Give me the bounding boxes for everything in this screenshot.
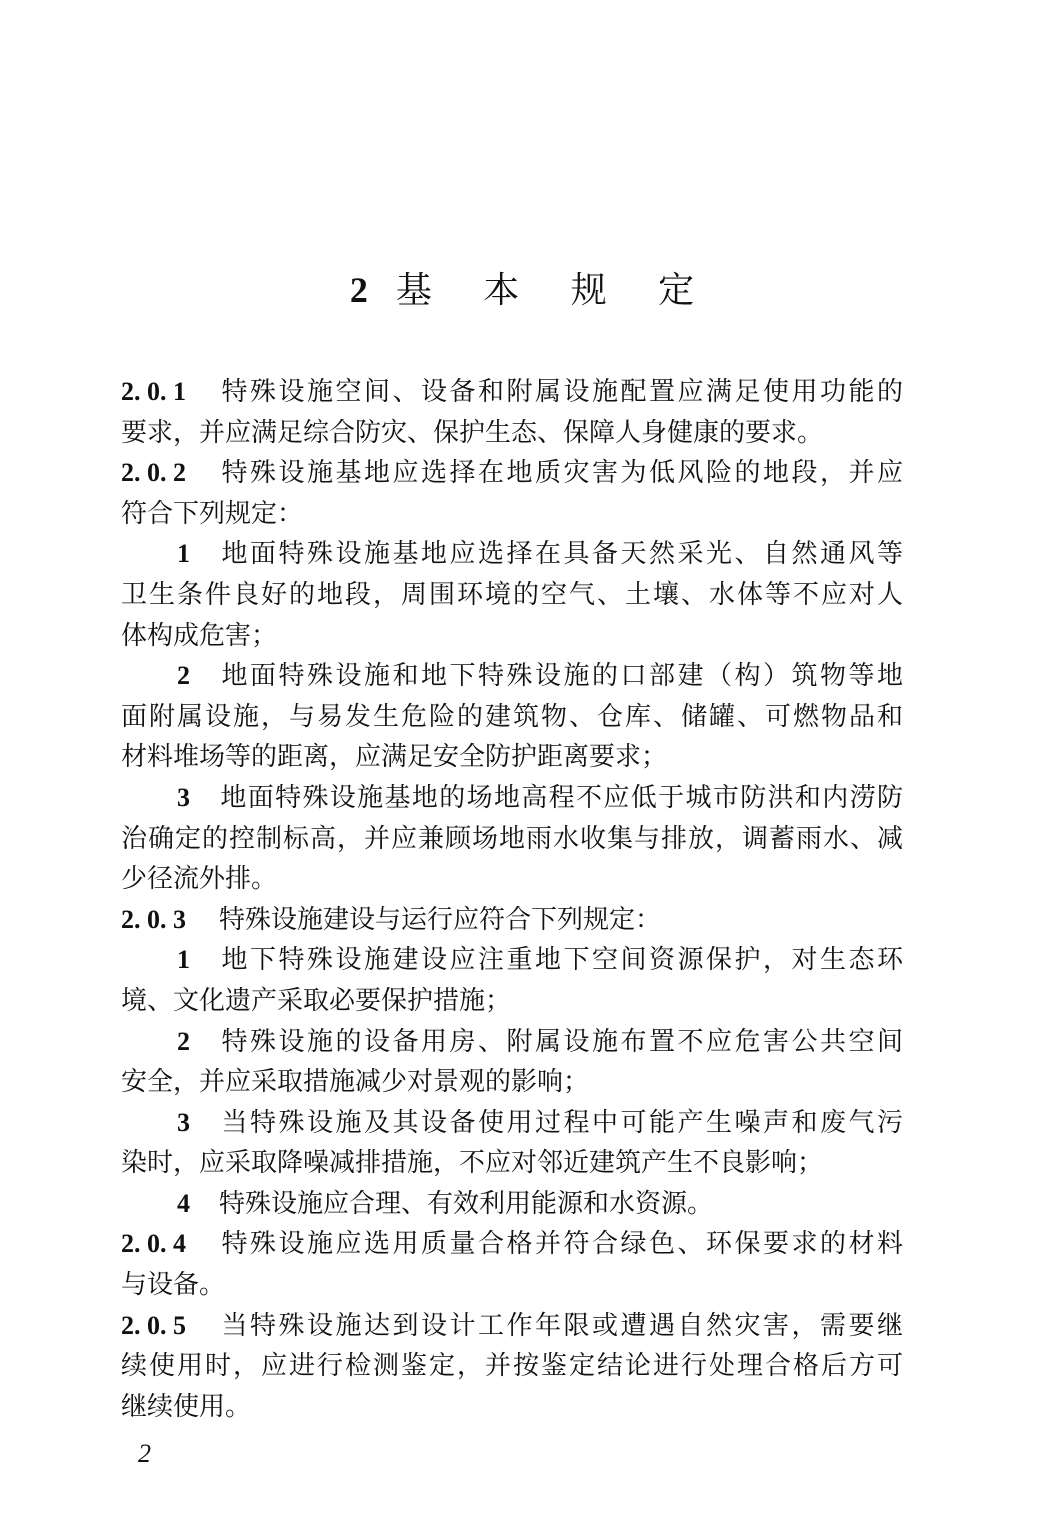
item-line <box>121 1184 903 1225</box>
clause-line: 续使用时，应进行检测鉴定，并按鉴定结论进行处理合格后方可 <box>121 1351 903 1382</box>
clause-line <box>121 453 903 494</box>
chapter-title-text: 基 本 规 定 <box>395 270 715 311</box>
item-line <box>121 940 903 981</box>
clause-line: 与设备。 <box>121 1270 226 1301</box>
item-text: 特殊设施的设备用房、附属设施布置不应危害公共空间 <box>219 1026 903 1057</box>
item-text: 地面特殊设施基地应选择在具备天然采光、自然通风等 <box>219 539 903 570</box>
item-number: 1 <box>177 539 190 569</box>
item-line: 境、文化遗产采取必要保护措施； <box>121 985 512 1016</box>
clause-number: 2. 0. 5 <box>121 1310 186 1340</box>
item-line: 面附属设施，与易发生危险的建筑物、仓库、储罐、可燃物品和 <box>121 701 903 732</box>
item-line <box>121 1022 903 1063</box>
clause-number: 2. 0. 4 <box>121 1229 186 1259</box>
item-number: 3 <box>177 782 190 812</box>
item-number: 4 <box>177 1188 190 1218</box>
clause-line <box>121 372 903 413</box>
clause-number: 2. 0. 2 <box>121 458 186 488</box>
clause-text: 特殊设施应选用质量合格并符合绿色、环保要求的材料 <box>219 1229 903 1260</box>
item-line: 材料堆场等的距离，应满足安全防护距离要求； <box>121 742 668 773</box>
clause-text: 特殊设施基地应选择在地质灾害为低风险的地段，并应 <box>219 458 903 489</box>
item-line <box>121 534 903 575</box>
clause-text: 当特殊设施达到设计工作年限或遭遇自然灾害，需要继 <box>219 1310 903 1341</box>
clause-line <box>121 1306 903 1347</box>
item-text: 特殊设施应合理、有效利用能源和水资源。 <box>219 1188 714 1219</box>
item-line: 安全，并应采取措施减少对景观的影响； <box>121 1067 590 1098</box>
item-line: 染时，应采取降噪减排措施，不应对邻近建筑产生不良影响； <box>121 1148 824 1179</box>
clause-number: 2. 0. 3 <box>121 904 186 934</box>
clause-line: 要求，并应满足综合防灾、保护生态、保障人身健康的要求。 <box>121 417 824 448</box>
item-text: 地下特殊设施建设应注重地下空间资源保护，对生态环 <box>219 945 903 976</box>
clause-line: 继续使用。 <box>121 1391 252 1422</box>
item-line: 卫生条件良好的地段，周围环境的空气、土壤、水体等不应对人 <box>121 579 903 610</box>
item-line <box>121 656 903 697</box>
item-text: 地面特殊设施和地下特殊设施的口部建（构）筑物等地 <box>219 661 903 692</box>
item-number: 2 <box>177 661 190 691</box>
clause-line <box>121 900 903 941</box>
chapter-body <box>121 372 903 1427</box>
page-number: 2 <box>138 1439 151 1468</box>
item-line: 体构成危害； <box>121 620 278 651</box>
item-line: 治确定的控制标高，并应兼顾场地雨水收集与排放，调蓄雨水、减 <box>121 823 903 854</box>
clause-number: 2. 0. 1 <box>121 377 186 406</box>
item-text: 地面特殊设施基地的场地高程不应低于城市防洪和内涝防 <box>219 782 903 813</box>
clause-text: 特殊设施建设与运行应符合下列规定： <box>219 904 662 935</box>
item-number: 2 <box>177 1026 190 1056</box>
item-number: 3 <box>177 1107 190 1137</box>
item-line <box>121 1103 903 1144</box>
chapter-number: 2 <box>349 270 368 310</box>
clause-text: 特殊设施空间、设备和附属设施配置应满足使用功能的 <box>219 377 903 407</box>
item-text: 当特殊设施及其设备使用过程中可能产生噪声和废气污 <box>219 1107 903 1138</box>
item-line <box>121 778 903 819</box>
item-number: 1 <box>177 945 190 975</box>
clause-line <box>121 1224 903 1265</box>
clause-line: 符合下列规定： <box>121 498 304 529</box>
chapter-title <box>0 262 1064 319</box>
item-line: 少径流外排。 <box>121 864 278 895</box>
